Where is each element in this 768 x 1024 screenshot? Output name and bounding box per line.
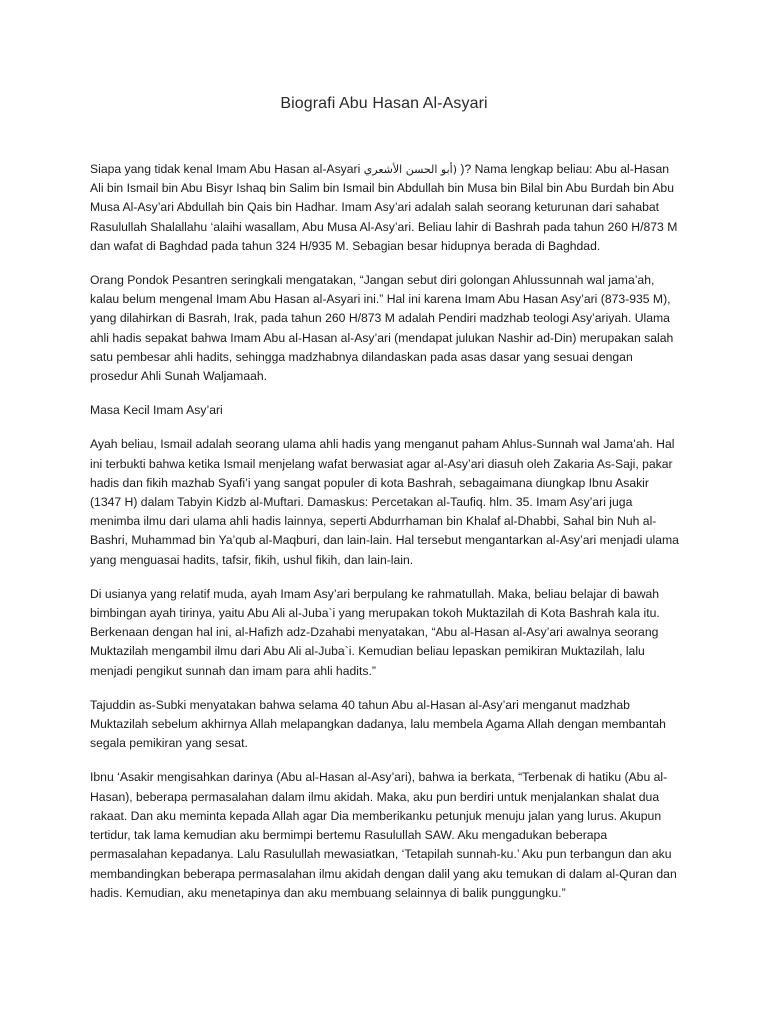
document-title: Biografi Abu Hasan Al-Asyari	[280, 95, 488, 112]
paragraph-intro	[90, 160, 680, 256]
paragraph-ayah: Ayah beliau, Ismail adalah seorang ulama ahli hadis yang menganut paham Ahlus-Sunnah wal Jama’ah. Hal ini terbukti bahwa ketika Ismail menjelang wafat berwasiat agar al-Asy’ari diasuh oleh Zakaria As-Saji, pakar hadis dan fikih mazhab Syafi’i yang sangat populer di kota Bashrah, sebagaimana diungkap Ibnu Asakir (1347 H) dalam Tabyin Kidzb al-Muftari. Damaskus: Percetakan al-Taufiq. hlm. 35. Imam Asy’ari juga menimba ilmu dari ulama ahli hadis lainnya, seperti Abdurrhaman bin Khalaf al-Dhabbi, Sahal bin Nuh al-Bashri, Muhammad bin Ya’qub al-Maqburi, dan lain-lain. Hal tersebut mengantarkan al-Asy’ari menjadi ulama yang menguasai hadits, tafsir, fikih, ushul fikih, dan lain-lain.	[90, 437, 679, 567]
paragraph-pesantren: Orang Pondok Pesantren seringkali mengatakan, “Jangan sebut diri golongan Ahlussunnah wal jama’ah, kalau belum mengenal Imam Abu Hasan al-Asyari ini.” Hal ini karena Imam Abu Hasan Asy’ari (873-935 M), yang dilahirkan di Basrah, Irak, pada tahun 260 H/873 M adalah Pendiri madzhab teologi Asy’ariyah. Ulama ahli hadis sepakat bahwa Imam Abu al-Hasan al-Asy’ari (mendapat julukan Nashir ad-Din) merupakan salah satu pembesar ahli hadits, sehingga madzhabnya dilandaskan pada asas dasar yang sesuai dengan prosedur Ahli Sunah Waljamaah.	[90, 273, 674, 384]
document-body	[90, 160, 680, 903]
paragraph-intro-text-start: Siapa yang tidak kenal Imam Abu Hasan al-Asyari	[90, 162, 364, 176]
paragraph-intro-text-end: )? Nama lengkap beliau: Abu al-Hasan Ali bin Ismail bin Abu Bisyr Ishaq bin Salim bin Ismail bin Abdullah bin Musa bin Bilal bin Abu Burdah bin Abu Musa Al-Asy’ari Abdullah bin Qais bin Hadhar. Imam Asy’ari adalah salah seorang keturunan dari sahabat Rasulullah Shalallahu ‘alaihi wasallam, Abu Musa Al-Asy’ari. Beliau lahir di Bashrah pada tahun 260 H/873 M dan wafat di Baghdad pada tahun 324 H/935 M. Sebagian besar hidupnya berada di Baghdad.	[90, 162, 678, 253]
arabic-name: (أبو الحسن الأشعري	[363, 163, 457, 176]
paragraph-subki: Tajuddin as-Subki menyatakan bahwa selama 40 tahun Abu al-Hasan al-Asy’ari menganut madzhab Muktazilah sebelum akhirnya Allah melapangkan dadanya, lalu membela Agama Allah dengan membantah segala pemikiran yang sesat.	[90, 697, 666, 751]
paragraph-ibnu-asakir: Ibnu ‘Asakir mengisahkan darinya (Abu al-Hasan al-Asy’ari), bahwa ia berkata, “Terbenak di hatiku (Abu al-Hasan), beberapa permasalahan dalam ilmu akidah. Maka, aku pun berdiri untuk menjalankan shalat dua rakaat. Dan aku meminta kepada Allah agar Dia memberikanku petunjuk menuju jalan yang lurus. Akupun tertidur, tak lama kemudian aku bermimpi bertemu Rasulullah SAW. Aku mengadukan beberapa permasalahan kepadanya. Lalu Rasulullah mewasiatkan, ‘Tetapilah sunnah-ku.’ Aku pun terbangun dan aku membandingkan beberapa permasalahan ilmu akidah dengan dalil yang aku temukan di dalam al-Quran dan hadis. Kemudian, aku menetapinya dan aku membuang selainnya di balik punggungku.”	[90, 770, 677, 900]
paragraph-usia-muda: Di usianya yang relatif muda, ayah Imam Asy’ari berpulang ke rahmatullah. Maka, beliau belajar di bawah bimbingan ayah tirinya, yaitu Abu Ali al-Juba`i yang merupakan tokoh Muktazilah di Kota Bashrah kala itu. Berkenaan dengan hal ini, al-Hafizh adz-Dzahabi menyatakan, “Abu al-Hasan al-Asy’ari awalnya seorang Muktazilah mengambil ilmu dari Abu Ali al-Juba`i. Kemudian beliau lepaskan pemikiran Muktazilah, lalu menjadi pengikut sunnah dan imam para ahli hadits.”	[90, 586, 660, 678]
section-heading-masa-kecil: Masa Kecil Imam Asy’ari	[90, 403, 223, 418]
